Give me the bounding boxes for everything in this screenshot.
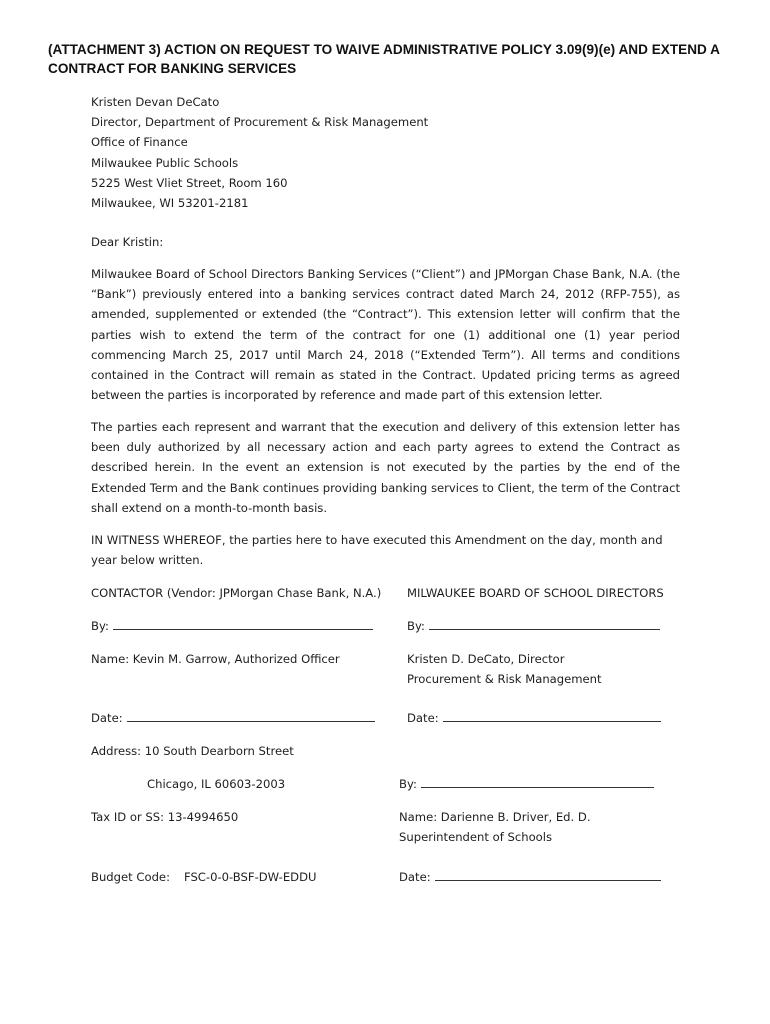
recipient-street: 5225 West Vliet Street, Room 160 xyxy=(91,175,288,190)
board-by-label: By: xyxy=(407,619,425,633)
board-date-field[interactable] xyxy=(443,711,661,722)
vendor-address-line2: Chicago, IL 60603-2003 xyxy=(147,777,286,791)
budget-code-value: FSC-0-0-BSF-DW-EDDU xyxy=(183,870,317,884)
recipient-name: Kristen Devan DeCato xyxy=(91,95,220,109)
document-title: (ATTACHMENT 3) ACTION ON REQUEST TO WAIVE ADMINISTRATIVE POLICY 3.09(9)(e) AND EXTEND A CONTRACT FOR BANKING SERVICES xyxy=(48,42,720,76)
vendor-signature-field[interactable] xyxy=(113,619,373,630)
budget-code-line xyxy=(91,867,317,887)
recipient-city: Milwaukee, WI 53201-2181 xyxy=(91,196,249,211)
body-paragraph-1: Milwaukee Board of School Directors Banking Services (“Client”) and JPMorgan Chase Bank, N.A. (the “Bank”) previously entered into a banking services contract dated March 24, 2012 (RFP-755), as amended, supplemented or extended (the “Contract”). This extension letter will confirm that the parties wish to extend the term of the contract for one (1) additional one (1) year period commencing March 25, 2017 until March 24, 2018 (“Extended Term”). All terms and conditions contained in the Contract will remain as stated in the Contract. Updated pricing terms as agreed between the parties is incorporated by reference and made part of this extension letter. xyxy=(91,267,680,403)
superintendent-title: Superintendent of Schools xyxy=(399,830,553,845)
superintendent-name: Name: Darienne B. Driver, Ed. D. xyxy=(399,810,591,824)
vendor-date-label: Date: xyxy=(91,711,123,725)
salutation: Dear Kristin: xyxy=(91,235,164,249)
superintendent-date-line xyxy=(399,867,661,887)
superintendent-date-label: Date: xyxy=(399,870,431,884)
vendor-date-field[interactable] xyxy=(127,711,375,722)
superintendent-signature-field[interactable] xyxy=(421,777,654,788)
vendor-signature-line xyxy=(91,616,373,636)
vendor-date-line xyxy=(91,708,375,728)
recipient-office: Office of Finance xyxy=(91,135,188,150)
board-date-line xyxy=(407,708,661,728)
budget-code-label: Budget Code: xyxy=(91,870,170,884)
board-signature-line xyxy=(407,616,660,636)
superintendent-signature-line xyxy=(399,774,654,794)
vendor-signer-name: Name: Kevin M. Garrow, Authorized Officer xyxy=(91,652,340,666)
superintendent-date-field[interactable] xyxy=(435,870,661,881)
board-signature-field[interactable] xyxy=(429,619,660,630)
recipient-organization: Milwaukee Public Schools xyxy=(91,155,239,170)
board-date-label: Date: xyxy=(407,711,439,725)
board-signer1 xyxy=(407,649,602,689)
recipient-address xyxy=(91,92,428,213)
recipient-position: Director, Department of Procurement & Risk Management xyxy=(91,115,429,130)
superintendent-by-label: By: xyxy=(399,777,417,791)
vendor-tax-id: Tax ID or SS: 13-4994650 xyxy=(91,810,239,824)
vendor-by-label: By: xyxy=(91,619,109,633)
vendor-address-line1: Address: 10 South Dearborn Street xyxy=(91,744,294,758)
board-signer1-title: Procurement & Risk Management xyxy=(407,672,602,687)
board-header: MILWAUKEE BOARD OF SCHOOL DIRECTORS xyxy=(407,586,664,600)
witness-paragraph: IN WITNESS WHEREOF, the parties here to have executed this Amendment on the day, month and year below written. xyxy=(91,533,663,568)
body-paragraph-2: The parties each represent and warrant that the execution and delivery of this extension letter has been duly authorized by all necessary action and each party agrees to extend the Contract as described herein. In the event an extension is not executed by the parties by the end of the Extended Term and the Bank continues providing banking services to Client, the term of the Contract shall extend on a month-to-month basis. xyxy=(91,420,680,515)
superintendent-signer xyxy=(399,807,591,847)
board-signer1-name: Kristen D. DeCato, Director xyxy=(407,652,565,666)
vendor-header: CONTACTOR (Vendor: JPMorgan Chase Bank, N.A.) xyxy=(91,586,382,600)
